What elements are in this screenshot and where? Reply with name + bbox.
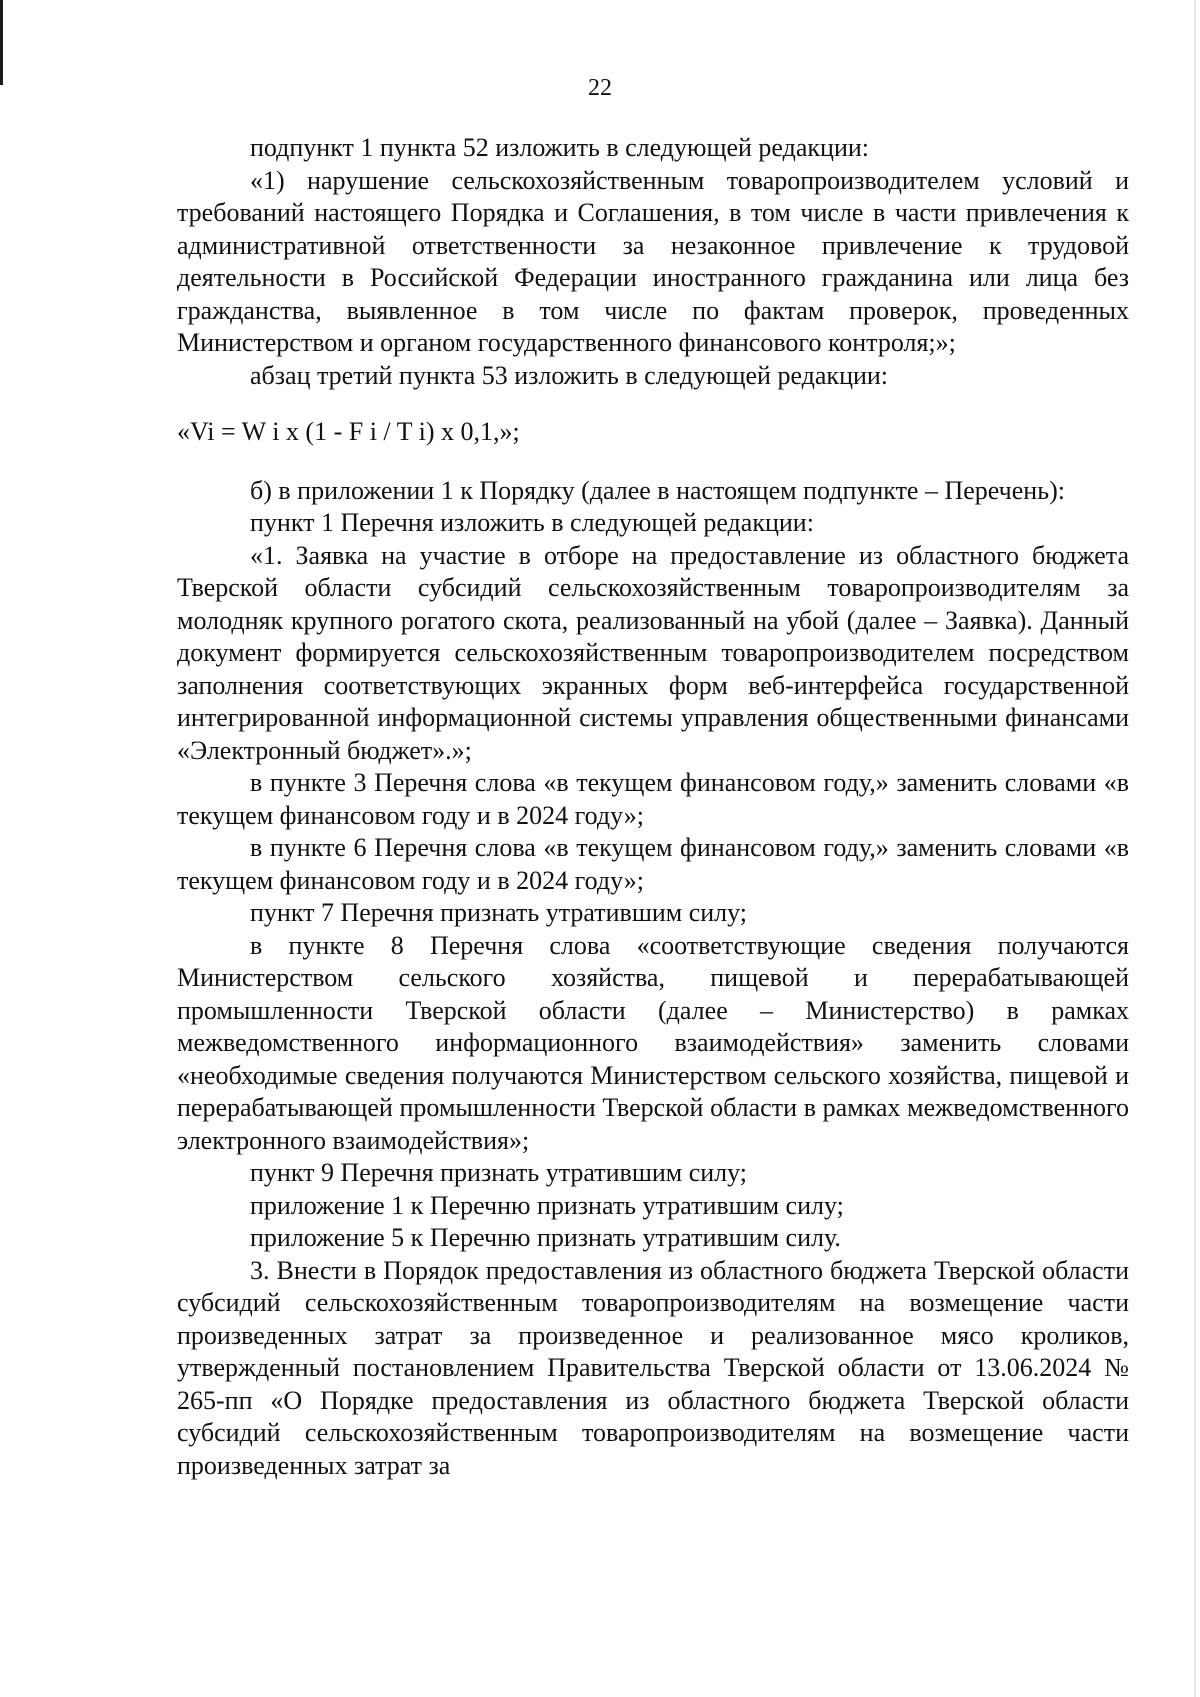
page-number: 22: [588, 75, 612, 101]
paragraph: в пункте 6 Перечня слова «в текущем финансовом году,» заменить словами «в текущем финансовом году и в 2024 году»;: [177, 833, 1129, 895]
paragraph: приложение 5 к Перечню признать утратившим силу.: [250, 1223, 841, 1252]
paragraph: пункт 9 Перечня признать утратившим силу;: [250, 1158, 748, 1187]
paragraph: в пункте 3 Перечня слова «в текущем финансовом году,» заменить словами «в текущем финансовом году и в 2024 году»;: [177, 768, 1129, 830]
paragraph: б) в приложении 1 к Порядку (далее в настоящем подпункте – Перечень):: [250, 475, 1065, 505]
paragraph: в пункте 8 Перечня слова «соответствующие сведения получаются Министерством сельского хозяйства, пищевой и перерабатывающей промышленности Тверской области (далее – Министерство) в рамках межведомственного информационного взаимодействия» заменить словами «необходимые сведения получаются Министерством сельского хозяйства, пищевой и перерабатывающей промышленности Тверской области в рамках межведомственного электронного взаимодействия»;: [177, 930, 1129, 1155]
paragraph: подпункт 1 пункта 52 изложить в следующей редакции:: [250, 133, 869, 162]
paragraph: «1. Заявка на участие в отборе на предоставление из областного бюджета Тверской области субсидий сельскохозяйственным товаропроизводителям за молодняк крупного рогатого скота, реализованный на убой (далее – Заявка). Данный документ формируется сельскохозяйственным товаропроизводителем посредством заполнения соответствующих экранных форм веб-интерфейса государственной интегрированной информационной системы управления общественными финансами «Электронный бюджет».»;: [177, 540, 1129, 765]
paragraph: «1) нарушение сельскохозяйственным товаропроизводителем условий и требований настоящего Порядка и Соглашения, в том числе в части привлечения к административной ответственности за незаконное привлечение к трудовой деятельности в Российской Федерации иностранного гражданина или лица без гражданства, выявленное в том числе по фактам проверок, проведенных Министерством и органом государственного финансового контроля;»;: [177, 165, 1129, 357]
scan-edge-right: [1194, 0, 1196, 1697]
paragraph: приложение 1 к Перечню признать утратившим силу;: [250, 1190, 844, 1220]
paragraph: пункт 1 Перечня изложить в следующей редакции:: [250, 508, 814, 537]
paragraph: пункт 7 Перечня признать утратившим силу;: [250, 898, 748, 927]
paragraph: абзац третий пункта 53 изложить в следующей редакции:: [250, 360, 889, 390]
paragraph: 3. Внести в Порядок предоставления из областного бюджета Тверской области субсидий сельскохозяйственным товаропроизводителям на возмещение части произведенных затрат за произведенное и реализованное мясо кроликов, утвержденный постановлением Правительства Тверской области от 13.06.2024 № 265-пп «О Порядке предоставления из областного бюджета Тверской области субсидий сельскохозяйственным товаропроизводителям на возмещение части произведенных затрат за: [177, 1255, 1129, 1480]
formula: «Vi = W i x (1 - F i / T i) x 0,1,»;: [177, 417, 520, 446]
document-body: [177, 132, 1129, 1482]
